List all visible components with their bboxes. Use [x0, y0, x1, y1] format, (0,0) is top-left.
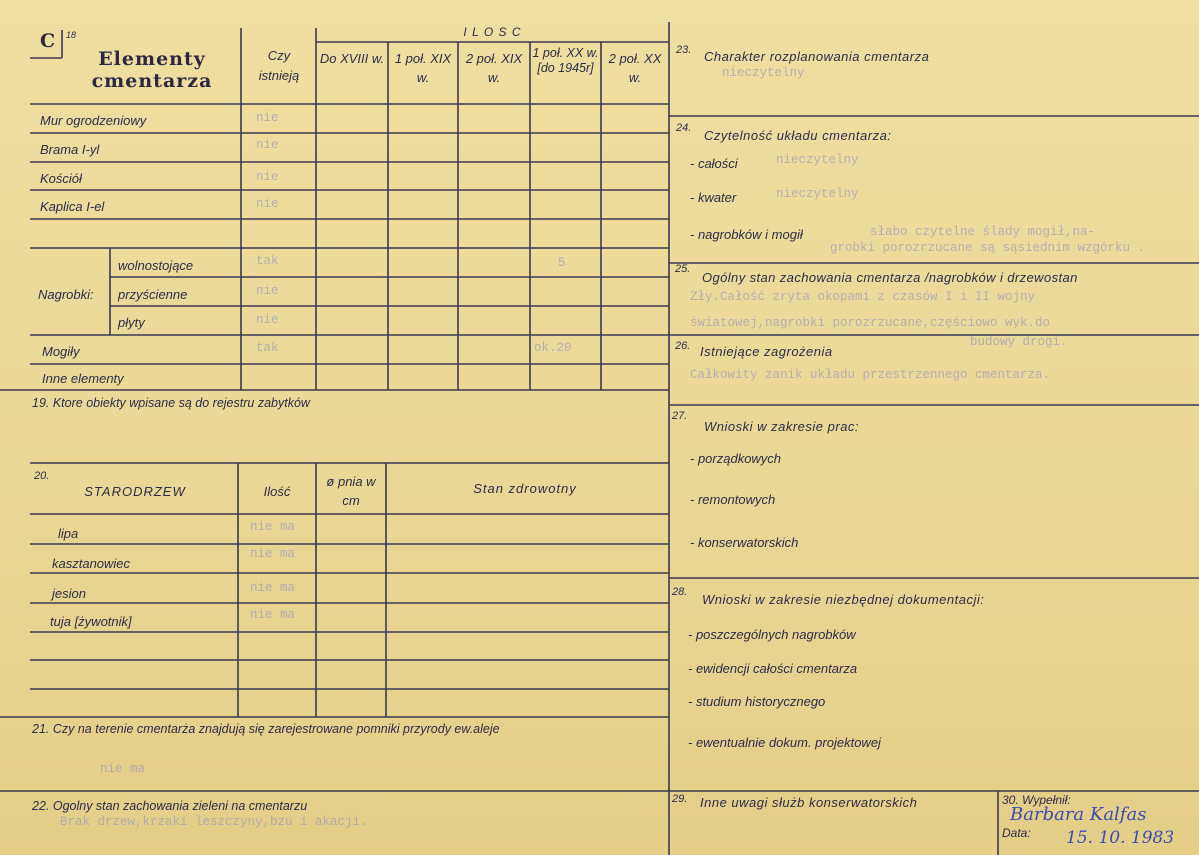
q23-label: Charakter rozplanowania cmentarza — [704, 49, 930, 64]
row-czy-kosciol: nie — [256, 170, 279, 184]
card-code: C — [40, 30, 56, 52]
q27-number: 27. — [672, 410, 688, 422]
q30-signature: Barbara Kalfas — [1010, 804, 1147, 825]
q20-col-pnia: ø pnia w cm — [326, 474, 376, 508]
q27-label: Wnioski w zakresie prac: — [704, 419, 860, 434]
row-czy-kaplica: nie — [256, 197, 279, 211]
row-label-mogily: Mogiły — [42, 344, 80, 359]
q26-number: 26. — [675, 340, 691, 352]
q25-label: Ogólny stan zachowania cmentarza /nagrobków i drzewostan — [702, 270, 1078, 285]
q24-item-calosci: - całości — [690, 156, 738, 171]
tree-name-kasztanowiec: kasztanowiec — [52, 556, 131, 571]
q28-label: Wnioski w zakresie niezbędnej dokumentacji: — [702, 592, 985, 607]
q20-header: STARODRZEW — [84, 484, 186, 499]
q24-item-kwater: - kwater — [690, 190, 737, 205]
row-xx1-wolnostojace: 5 — [558, 256, 566, 270]
q20-col-stan: Stan zdrowotny — [473, 481, 577, 496]
q26-label: Istniejące zagrożenia — [700, 344, 833, 359]
row-czy-wolnostojace: tak — [256, 254, 279, 268]
q22-label: 22. Ogolny stan zachowania zieleni na cmentarzu — [32, 799, 308, 813]
q30-date: 15. 10. 1983 — [1066, 828, 1175, 848]
q24-value-calosci: nieczytelny — [776, 153, 859, 167]
col-header-xix1: 1 poł. XIX w. — [394, 51, 452, 85]
tree-ilosc-jesion: nie ma — [250, 581, 296, 595]
tree-ilosc-tuja: nie ma — [250, 608, 296, 622]
tree-ilosc-lipa: nie ma — [250, 520, 296, 534]
q24-number: 24. — [676, 122, 692, 134]
tree-name-lipa: lipa — [58, 526, 79, 541]
q24-label: Czytelność układu cmentarza: — [704, 128, 892, 143]
row-label-kosciol: Kościół — [40, 171, 82, 186]
nagrobki-label: Nagrobki: — [38, 287, 94, 302]
row-czy-mur: nie — [256, 111, 279, 125]
q27-item-porzadkowe: - porządkowych — [690, 451, 782, 466]
q25-line2: światowej,nagrobki porozrzucane,częściowo wyk.do — [690, 316, 1051, 330]
q20-number: 20. — [34, 470, 50, 482]
row-label-plyty: płyty — [118, 315, 145, 330]
section-title — [64, 48, 240, 92]
col-header-xix2: 2 poł. XIX w. — [465, 51, 523, 85]
q21-label: 21. Czy na terenie cmentarża znajdują się zarejestrowane pomniki przyrody ew.aleje — [32, 722, 500, 736]
col-header-xx1: 1 poł. XX w. [do 1945r] — [532, 46, 599, 75]
q29-label: Inne uwagi służb konserwatorskich — [700, 795, 918, 810]
q30-date-label: Data: — [1002, 826, 1031, 840]
card-number: 18 — [66, 30, 77, 40]
row-label-przyscienne: przyścienne — [118, 287, 188, 302]
tree-ilosc-kasztanowiec: nie ma — [250, 547, 296, 561]
q24-value-nagrobki: słabo czytelne ślady mogił,na- — [870, 225, 1096, 239]
q25-number: 25. — [675, 263, 691, 275]
q27-item-remontowe: - remontowych — [690, 492, 776, 507]
row-czy-przyscienne: nie — [256, 284, 279, 298]
row-label-brama: Brama I-yl — [40, 142, 100, 157]
q23-number: 23. — [676, 44, 692, 56]
q29-number: 29. — [672, 793, 688, 805]
col-header-xx2: 2 poł. XX w. — [608, 51, 662, 85]
row-xx1-mogily: ok.20 — [534, 341, 572, 355]
q27-item-konserwatorskie: - konserwatorskich — [690, 535, 799, 550]
row-label-kaplica: Kaplica I-el — [40, 199, 105, 214]
q19-label: 19. Ktore obiekty wpisane są do rejestru zabytków — [32, 396, 310, 410]
q25-line3: budowy drogi. — [970, 335, 1068, 349]
row-czy-plyty: nie — [256, 313, 279, 327]
q24-value-kwater: nieczytelny — [776, 187, 859, 201]
row-label-wolnostojace: wolnostojące — [118, 258, 194, 273]
q30-label: 30. Wypełnił: — [1002, 793, 1071, 807]
section-title-line2: cmentarza — [91, 70, 213, 92]
col-header-ilosc: I L O S C — [463, 25, 522, 39]
q24-value-continuation: grobki porozrzucane są sąsiednim wzgórku . — [830, 241, 1146, 255]
q21-answer: nie ma — [100, 762, 146, 776]
q25-line1: Zły.Całość zryta okopami z czasów I i II wojny — [690, 290, 1036, 304]
q23-answer: nieczytelny — [722, 66, 805, 80]
row-label-inne: Inne elementy — [42, 371, 124, 386]
col-header-xviii: Do XVIII w. — [319, 51, 385, 66]
col-header-czy: Czy istnieją — [258, 48, 300, 83]
row-czy-mogily: tak — [256, 341, 279, 355]
q28-item-nagrobki: - poszczególnych nagrobków — [688, 627, 856, 642]
q26-answer: Całkowity zanik układu przestrzennego cmentarza. — [690, 368, 1051, 382]
row-czy-brama: nie — [256, 138, 279, 152]
q28-item-projektowa: - ewentualnie dokum. projektowej — [688, 735, 881, 750]
tree-name-tuja: tuja [żywotnik] — [50, 614, 132, 629]
q22-answer: Brak drzew,krzaki leszczyny,bzu i akacji. — [60, 815, 368, 829]
q28-number: 28. — [672, 586, 688, 598]
q28-item-ewidencja: - ewidencji całości cmentarza — [688, 661, 858, 676]
tree-name-jesion: jesion — [52, 586, 86, 601]
q24-item-nagrobki: - nagrobków i mogił — [690, 227, 803, 242]
q20-col-ilosc: Ilość — [263, 484, 291, 499]
section-title-line1: Elementy — [98, 48, 206, 70]
q28-item-studium: - studium historycznego — [688, 694, 826, 709]
row-label-mur: Mur ogrodzeniowy — [40, 113, 147, 128]
